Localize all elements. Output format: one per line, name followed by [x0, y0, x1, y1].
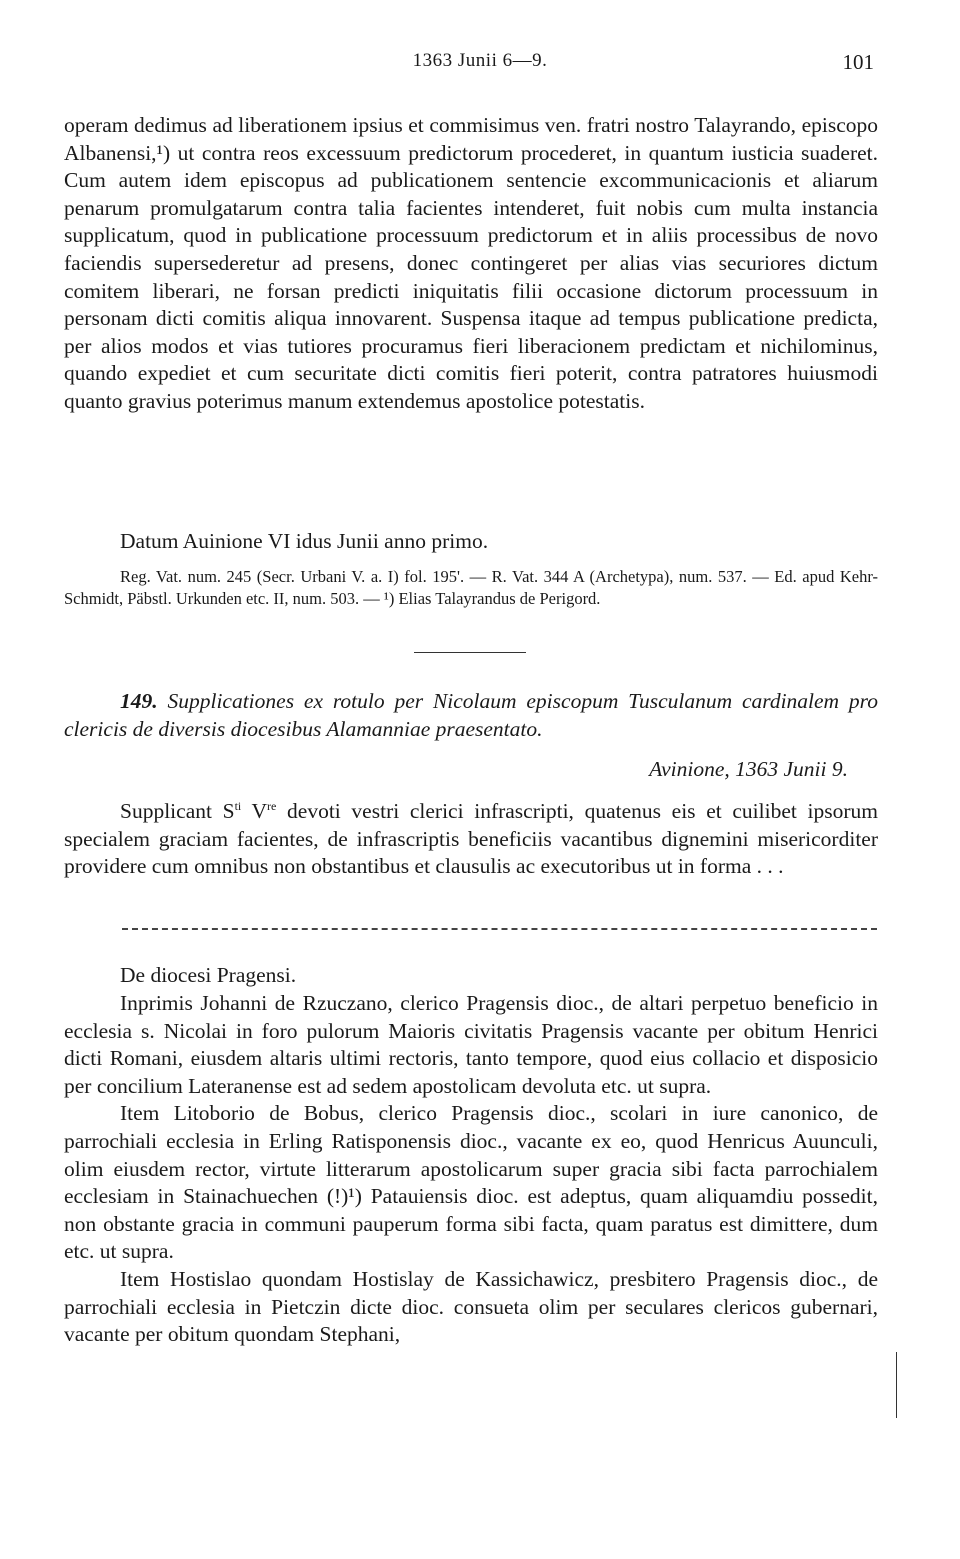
entry-number: 149. — [120, 689, 158, 713]
section-divider — [414, 652, 526, 653]
place-date: Avinione, 1363 Junii 9. — [649, 757, 848, 781]
list-item: Item Litoborio de Bobus, clerico Pragensis dioc., scolari in iure canonico, de parrochiali ecclesia in Erling Ratisponensis dioc., vacante ex eo, quod Henricus Auunculi, olim eiusdem rector, virtute litterarum apostolicarum super gracia sibi facta parrochialem ecclesiam in Stainachuechen (!)¹) Patauiensis dioc. est adeptus, quam aliquamdiu possedit, non obstante gracia in communi pauperum forma sibi facta, quam paratus est dimittere, dum etc. ut supra. — [64, 1101, 878, 1264]
supplication-intro — [64, 798, 878, 881]
datum-line: Datum Auinione VI idus Junii anno primo. — [120, 529, 489, 553]
source-note: Reg. Vat. num. 245 (Secr. Urbani V. a. I) fol. 195'. — R. Vat. 344 A (Archetypa), num. 537. — Ed. apud Kehr-Schmidt, Päbstl. Urkunden etc. II, num. 503. — ¹) Elias Talayrandus de Perigord. — [64, 567, 878, 608]
entry-heading — [64, 687, 878, 743]
place-date-block — [64, 757, 878, 782]
intro-start: Supplicant S — [120, 799, 235, 823]
page-number: 101 — [842, 50, 874, 74]
intro-mid: V — [241, 799, 268, 823]
margin-mark — [896, 1352, 897, 1418]
datum-line-block — [64, 528, 878, 556]
diocese-heading-block — [64, 962, 878, 990]
intro-superscript-1: ti — [234, 798, 242, 813]
dashed-separator — [122, 928, 877, 930]
entry-title-line — [64, 687, 878, 743]
continuation-paragraph: operam dedimus ad liberationem ipsius et commisimus ven. fratri nostro Talayrando, episcopo Albanensi,¹) ut contra reos excessuum predictorum procederet, in quantum iusticia suaderet. Cum autem idem episcopus ad publicationem sentencie excommunicacionis et aliarum penarum promulgatarum contra talia facientes intenderet, fuit nobis cum multa instancia supplicatum, quod in publicatione processuum predictorum et in aliis processibus de novo faciendis supersederetur ad presens, donec contingeret per alias vias securiores dictum comitem liberari, ne forsan predicti iniquitatis filii occasione dictorum processuum in personam dicti comitis aliqua innovarent. Suspensa itaque ad tempus publicatione predicta, per alios modos et vias tutiores procuramus fieri liberacionem predictam et nichilominus, quando expediet et cum securitate dicti comitis fieri poterit, contra patratores huiusmodi quanto gravius poterimus manum extendemus apostolice potestatis. — [64, 113, 878, 413]
entry-title: Supplicationes ex rotulo per Nicolaum episcopum Tusculanum cardinalem pro clericis de diversis diocesibus Alamanniae praesentato. — [64, 689, 878, 741]
supplication-intro-block — [64, 798, 878, 881]
items-section — [64, 990, 878, 1349]
continuation-section — [64, 112, 878, 416]
diocese-heading: De diocesi Pragensi. — [120, 963, 297, 987]
intro-superscript-2: re — [267, 798, 277, 813]
page-header — [0, 50, 960, 80]
intro-rest: devoti vestri clerici infrascripti, quatenus eis et cuilibet ipsorum specialem graciam facientes, de infrascriptis beneficiis vacantibus dignemini misericorditer providere cum omnibus non obstantibus et clausulis ac executoribus ut in forma . . . — [64, 799, 878, 879]
list-item: Item Hostislao quondam Hostislay de Kassichawicz, presbitero Pragensis dioc., de parrochiali ecclesia in Pietczin dicte dioc. consueta olim per seculares clericos gubernari, vacante per obitum quondam Stephani, — [64, 1266, 878, 1347]
list-item: Inprimis Johanni de Rzuczano, clerico Pragensis dioc., de altari perpetuo beneficio in ecclesia s. Nicolai in foro pulorum Maioris civitatis Pragensis vacante per obitum Henrici dicti Romani, eiusdem altaris ultimi rectoris, tanto tempore, quod eius collacio et disposicio per concilium Lateranense est ad sedem apostolicam devoluta etc. ut supra. — [64, 991, 878, 1098]
running-head: 1363 Junii 6—9. — [412, 50, 548, 71]
source-note-block — [64, 566, 878, 610]
